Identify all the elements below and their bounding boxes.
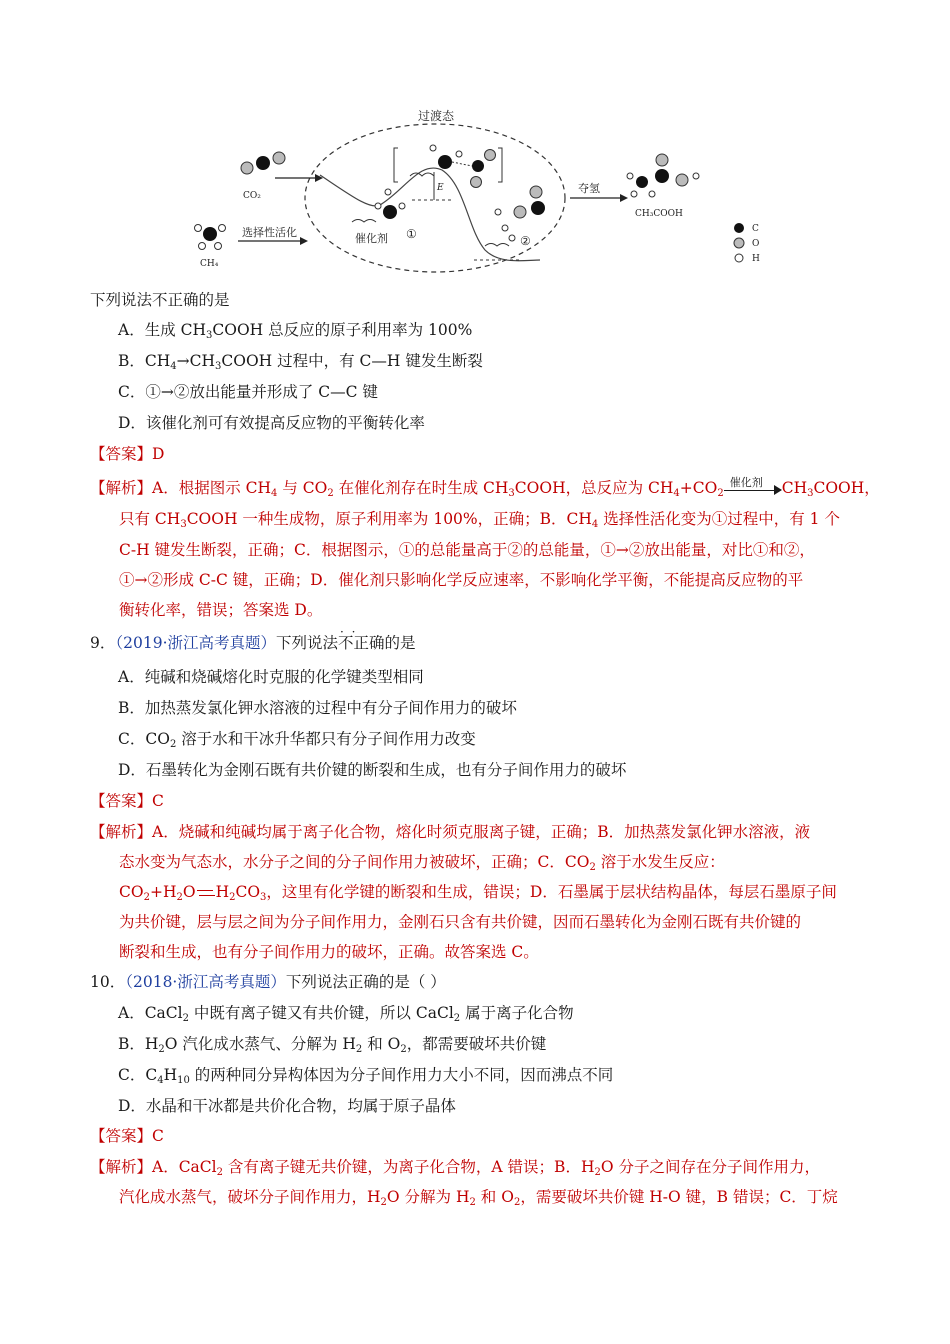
q10-source: （2018·浙江高考真题）: [125, 973, 286, 991]
q8-analysis-line-1: 【解析】A．根据图示 $CH_4$ 与 $CO_2$ 在催化剂存在时生成 $CH_3COOH$，总反应为 $CH_4+CO_2$ 催化剂 $CH_3COOH$，: [90, 476, 880, 499]
intermediate-1: [352, 189, 405, 222]
q10-option-c: C．$C_4H_{10}$ 的两种同分异构体因为分子间作用力大小不同，因而沸点不同: [118, 1066, 614, 1086]
transition-label: 过渡态: [418, 109, 455, 123]
intermediate-2: [485, 186, 545, 246]
product-molecule: [627, 154, 699, 197]
q10-option-d: D．水晶和干冰都是共价化合物，均属于原子晶体: [118, 1097, 456, 1115]
q10-answer: 【答案】C: [90, 1127, 164, 1145]
legend-o: O: [752, 239, 760, 249]
reaction-mechanism-diagram: [180, 100, 780, 280]
activation-label: 选择性活化: [242, 226, 297, 239]
q8-option-d: D．该催化剂可有效提高反应物的平衡转化率: [118, 414, 425, 432]
q8-analysis-line-4: ①→②形成 C-C 键，正确；D．催化剂只影响化学反应速率，不影响化学平衡，不能提高反应物的平: [119, 571, 804, 589]
product-label: CH₃COOH: [635, 209, 683, 219]
catalyst-label: 催化剂: [355, 232, 388, 245]
q8-stem: 下列说法不正确的是: [90, 291, 230, 309]
q9-option-d: D．石墨转化为金刚石既有共价键的断裂和生成，也有分子间作用力的破坏: [118, 761, 627, 779]
energy-curve: [320, 168, 540, 261]
step-1-label: ①: [406, 227, 417, 241]
ch4-label: CH₄: [200, 259, 219, 269]
legend-c: C: [752, 224, 759, 234]
q9-analysis-line-4: 为共价键，层与层之间为分子间作用力，金刚石只含有共价键，因而石墨转化为金刚石既有共价键的: [119, 913, 802, 931]
q9-analysis-line-5: 断裂和生成，也有分子间作用力的破坏，正确。故答案选 C。: [119, 943, 539, 961]
q8-analysis-line-3: C-H 键发生断裂，正确；C．根据图示，①的总能量高于②的总能量，①→②放出能量，对比①和②，: [119, 541, 815, 559]
co2-label: CO₂: [243, 191, 261, 201]
q8-analysis-line-5: 衡转化率，错误；答案选 D。: [119, 601, 323, 619]
legend-h: H: [752, 254, 760, 264]
dehydro-label: 夺氢: [578, 182, 600, 195]
co2-molecule: [241, 152, 285, 174]
q8-option-a: A．生成 $CH_3COOH$ 总反应的原子利用率为 100%: [118, 321, 473, 341]
q10-stem: 10．（2018·浙江高考真题）下列说法正确的是（ ）: [90, 973, 446, 991]
q9-source: （2019·浙江高考真题）: [115, 634, 276, 652]
q9-answer: 【答案】C: [90, 792, 164, 810]
energy-label: E: [437, 183, 444, 193]
q10-option-b: B．$H_2O$ 汽化成水蒸气、分解为 $H_2$ 和 $O_2$，都需要破坏共价键: [118, 1035, 547, 1055]
q9-analysis-line-2: 态水变为气态水，水分子之间的分子间作用力被破坏，正确；C．$CO_2$ 溶于水发生反应：: [119, 853, 725, 873]
ch4-molecule: [195, 225, 226, 250]
catalyst-arrow: 催化剂: [724, 482, 782, 496]
q8-option-b: B．$CH_4\to CH_3COOH$ 过程中，有 C—H 键发生断裂: [118, 352, 483, 372]
q9-option-c: C．$CO_2$ 溶于水和干冰升华都只有分子间作用力改变: [118, 730, 476, 750]
q9-option-a: A．纯碱和烧碱熔化时克服的化学键类型相同: [118, 668, 424, 686]
q9-option-b: B．加热蒸发氯化钾水溶液的过程中有分子间作用力的破坏: [118, 699, 517, 717]
q9-analysis-line-1: 【解析】A．烧碱和纯碱均属于离子化合物，熔化时须克服离子键，正确；B．加热蒸发氯化钾水溶液，液: [90, 823, 811, 841]
q8-option-c: C．①→②放出能量并形成了 C—C 键: [118, 383, 378, 401]
step-2-label: ②: [520, 234, 531, 248]
equilibrium-sign: [196, 887, 216, 899]
q10-option-a: A．CaCl$_2$ 中既有离子键又有共价键，所以 CaCl$_2$ 属于离子化合物: [118, 1004, 574, 1024]
legend: [734, 223, 760, 264]
q8-answer: 【答案】D: [90, 445, 165, 463]
q8-analysis-line-2: 只有 $CH_3COOH$ 一种生成物，原子利用率为 100%，正确；B．$CH_4$ 选择性活化变为①过程中，有 1 个: [119, 510, 840, 530]
q10-analysis-line-2: 汽化成水蒸气，破坏分子间作用力，$H_2O$ 分解为 $H_2$ 和 $O_2$，需要破坏共价键 H-O 键，B 错误；C．丁烷: [119, 1188, 838, 1208]
q10-analysis-line-1: 【解析】A．CaCl$_2$ 含有离子键无共价键，为离子化合物，A 错误；B．$H_2O$ 分子之间存在分子间作用力，: [90, 1158, 820, 1178]
q9-analysis-line-3: $CO_2+H_2O$ $H_2CO_3$，这里有化学键的断裂和生成，错误；D．石墨属于层状结构晶体，每层石墨原子间: [119, 883, 837, 903]
q9-stem: 9．（2019·浙江高考真题）下列说法· · 不正确的是: [90, 633, 416, 653]
